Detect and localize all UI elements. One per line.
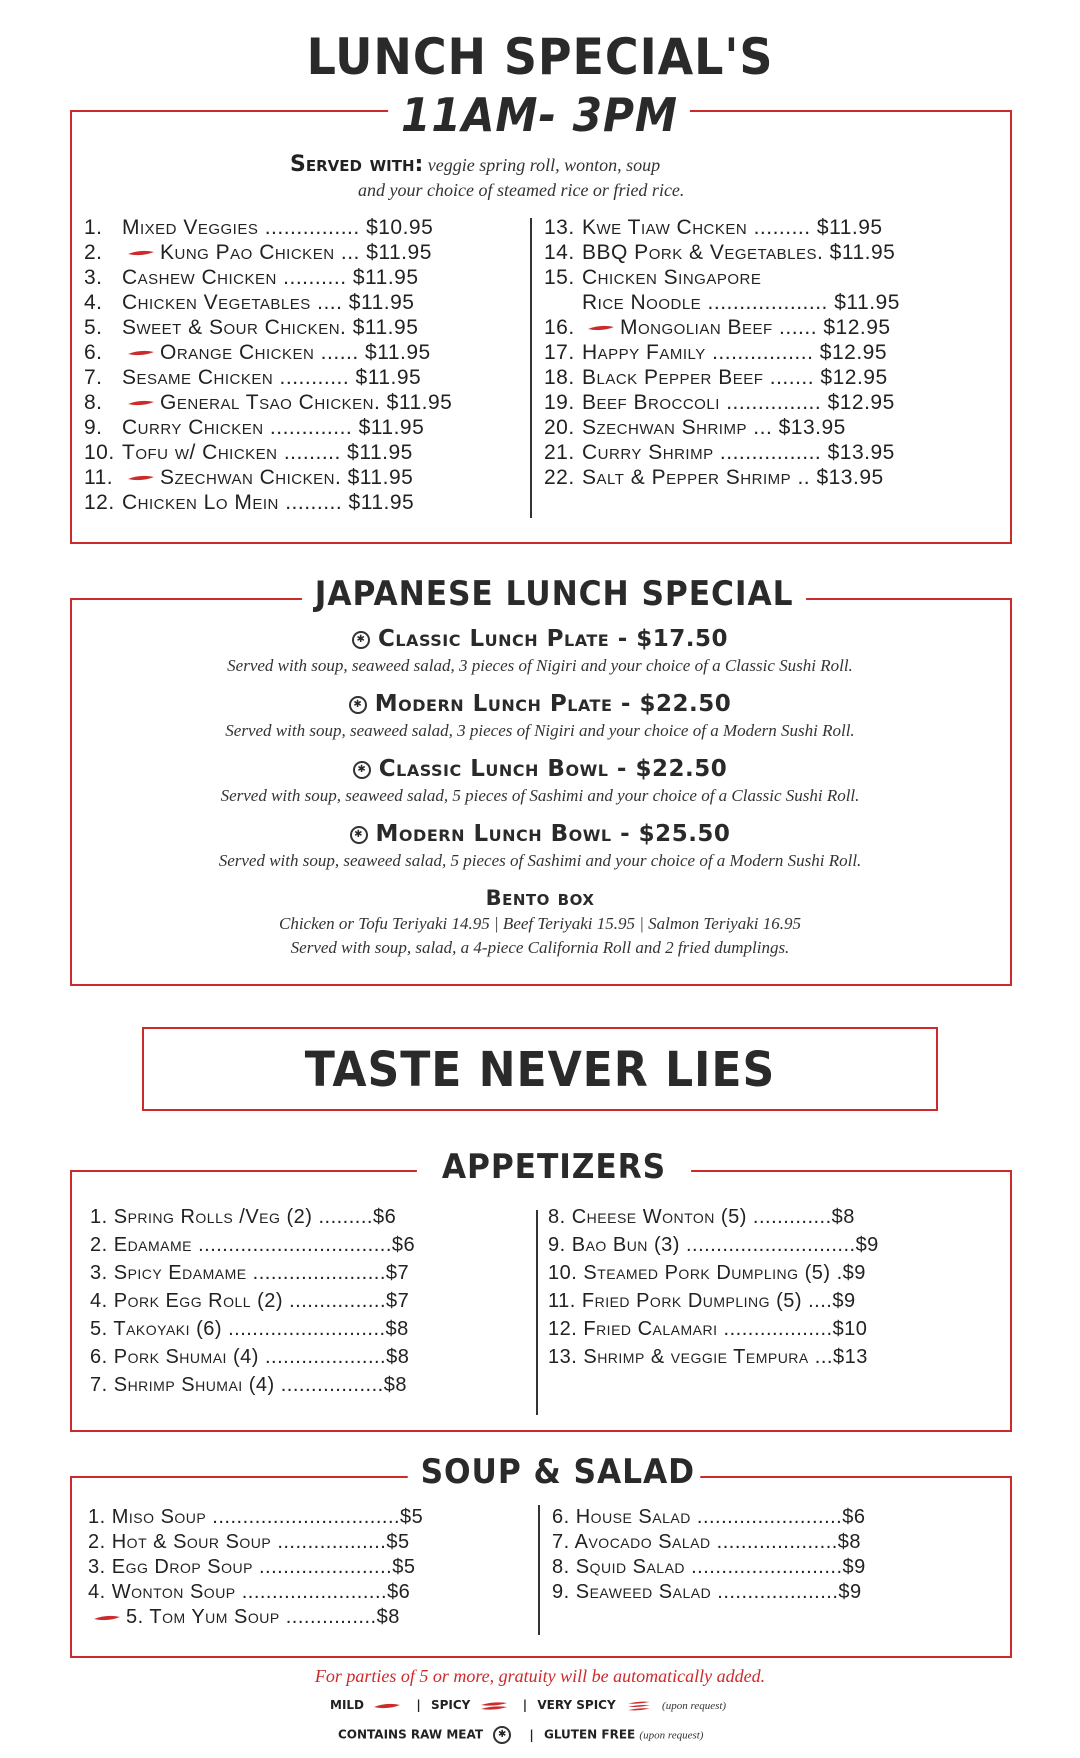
japanese-title: JAPANESE LUNCH SPECIAL bbox=[302, 574, 806, 614]
raw-meat-icon: ✱ bbox=[350, 826, 368, 844]
lunch-item-number: 9. bbox=[84, 416, 103, 439]
soup-item-text: 5. Tom Yum Soup ...............$8 bbox=[126, 1606, 400, 1628]
lunch-item-name: Salt & Pepper Shrimp .. bbox=[582, 466, 817, 489]
appetizer-item: 5. Takoyaki (6) ..........................$8 bbox=[90, 1318, 409, 1340]
bento-line1: Chicken or Tofu Teriyaki 14.95 | Beef Teriyaki 15.95 | Salmon Teriyaki 16.95 bbox=[278, 914, 801, 933]
lunch-item bbox=[84, 291, 414, 315]
legend-spicy: SPICY bbox=[430, 1698, 471, 1712]
lunch-item bbox=[84, 466, 413, 490]
lunch-item-number: 18. bbox=[544, 366, 575, 389]
raw-meat-icon: ✱ bbox=[493, 1726, 511, 1744]
lunch-item-name: Happy Family ................ bbox=[582, 341, 820, 364]
very-spicy-pepper-icon bbox=[624, 1701, 654, 1711]
lunch-item bbox=[544, 216, 883, 240]
lunch-item-number: 15. bbox=[544, 266, 575, 289]
soup-item-text: 2. Hot & Sour Soup ..................$5 bbox=[88, 1531, 410, 1553]
japanese-plate-name: Classic Lunch Plate - $17.50 bbox=[377, 626, 729, 652]
japanese-plate-title bbox=[0, 691, 1080, 717]
lunch-item bbox=[544, 416, 846, 440]
japanese-plate-title bbox=[0, 626, 1080, 652]
appetizer-item: 2. Edamame ................................$6 bbox=[90, 1234, 416, 1256]
raw-meat-icon: ✱ bbox=[349, 696, 367, 714]
lunch-item-name: Rice Noodle ................... bbox=[582, 291, 835, 314]
lunch-item-number: 16. bbox=[544, 316, 575, 339]
japanese-plate-name: Modern Lunch Bowl - $25.50 bbox=[375, 821, 731, 847]
lunch-item-price: $11.95 bbox=[348, 491, 415, 514]
lunch-item bbox=[544, 241, 895, 265]
lunch-item-name: Curry Chicken ............. bbox=[122, 416, 359, 439]
appetizer-item: 9. Bao Bun (3) ............................$9 bbox=[548, 1234, 879, 1256]
japanese-plate-name: Classic Lunch Bowl - $22.50 bbox=[378, 756, 728, 782]
lunch-item-name: Sweet & Sour Chicken. bbox=[122, 316, 353, 339]
legend-gluten-free: GLUTEN FREE bbox=[543, 1727, 636, 1742]
lunch-item-number: 12. bbox=[84, 491, 115, 514]
appetizers-title: APPETIZERS bbox=[417, 1147, 691, 1187]
lunch-item-number: 19. bbox=[544, 391, 575, 414]
japanese-plate-title bbox=[0, 756, 1080, 782]
lunch-item-price: $10.95 bbox=[366, 216, 434, 239]
lunch-item-price: $13.95 bbox=[778, 416, 846, 439]
lunch-item-name: Cashew Chicken .......... bbox=[122, 266, 353, 289]
lunch-item-number: 3. bbox=[84, 266, 103, 289]
lunch-item-number: 2. bbox=[84, 241, 103, 264]
spicy-pepper-icon bbox=[126, 248, 156, 258]
lunch-item-price: $11.95 bbox=[816, 216, 883, 239]
lunch-item-name: Szechwan Chicken. bbox=[160, 466, 348, 489]
japanese-plate-title bbox=[0, 821, 1080, 847]
lunch-item-name: Chicken Lo Mein ......... bbox=[122, 491, 349, 514]
lunch-item-name: Kwe Tiaw Chcken ......... bbox=[582, 216, 817, 239]
lunch-item-number: 4. bbox=[84, 291, 103, 314]
lunch-item-name: Sesame Chicken ........... bbox=[122, 366, 356, 389]
lunch-item bbox=[544, 441, 895, 465]
raw-meat-icon: ✱ bbox=[353, 761, 371, 779]
lunch-item bbox=[544, 341, 887, 365]
appetizer-item: 3. Spicy Edamame ......................$7 bbox=[90, 1262, 410, 1284]
lunch-item bbox=[544, 316, 891, 340]
lunch-item-price: $12.95 bbox=[820, 366, 888, 389]
lunch-item-number: 14. bbox=[544, 241, 575, 264]
lunch-item-name: Szechwan Shrimp ... bbox=[582, 416, 779, 439]
appetizer-item: 7. Shrimp Shumai (4) .................$8 bbox=[90, 1374, 407, 1396]
spicy-pepper-icon bbox=[126, 473, 156, 483]
appetizer-item: 11. Fried Pork Dumpling (5) ....$9 bbox=[548, 1290, 856, 1312]
lunch-item-price: $12.95 bbox=[827, 391, 895, 414]
lunch-item-price: $13.95 bbox=[827, 441, 895, 464]
soup-item-text: 4. Wonton Soup ........................$6 bbox=[88, 1581, 411, 1603]
spicy-pepper-icon bbox=[586, 323, 616, 333]
spicy-pepper-icon bbox=[126, 348, 156, 358]
bento-line2: Served with soup, salad, a 4-piece California Roll and 2 fried dumplings. bbox=[290, 938, 790, 957]
lunch-item-name: Beef Broccoli ............... bbox=[582, 391, 828, 414]
lunch-item-price: $11.95 bbox=[834, 291, 900, 314]
lunch-item-number: 5. bbox=[84, 316, 103, 339]
lunch-item-name: Orange Chicken ...... bbox=[160, 341, 366, 364]
legend-row-2: CONTAINS RAW MEAT ✱ | GLUTEN FREE (upon request) bbox=[338, 1726, 703, 1744]
lunch-item bbox=[544, 466, 884, 490]
lunch-item bbox=[544, 391, 895, 415]
lunch-item-price: $13.95 bbox=[816, 466, 884, 489]
japanese-plate-desc: Served with soup, seaweed salad, 3 pieces of Nigiri and your choice of a Modern Sushi Roll. bbox=[225, 721, 855, 740]
lunch-item-number: 10. bbox=[84, 441, 115, 464]
soup-item bbox=[88, 1531, 410, 1554]
upon-request-2: (upon request) bbox=[639, 1729, 704, 1742]
appetizer-item: 10. Steamed Pork Dumpling (5) .$9 bbox=[548, 1262, 866, 1284]
spicy-pepper-icon bbox=[479, 1701, 509, 1711]
lunch-item-number: 22. bbox=[544, 466, 575, 489]
lunch-item bbox=[84, 491, 414, 515]
lunch-item-name: Black Pepper Beef ....... bbox=[582, 366, 821, 389]
lunch-item-number: 8. bbox=[84, 391, 103, 414]
japanese-plate-desc: Served with soup, seaweed salad, 5 pieces of Sashimi and your choice of a Classic Sushi Roll. bbox=[220, 786, 860, 805]
salad-item: 7. Avocado Salad ....................$8 bbox=[552, 1531, 862, 1553]
appetizer-item: 8. Cheese Wonton (5) .............$8 bbox=[548, 1206, 855, 1228]
lunch-item bbox=[544, 266, 761, 290]
lunch-item bbox=[544, 366, 888, 390]
lunch-item bbox=[84, 391, 452, 415]
appetizer-item: 1. Spring Rolls /Veg (2) .........$6 bbox=[90, 1206, 397, 1228]
legend-very-spicy: VERY SPICY bbox=[537, 1698, 616, 1712]
lunch-item-price: $11.95 bbox=[347, 441, 413, 464]
bento-title: Bento box bbox=[485, 886, 595, 910]
legend-mild: MILD bbox=[330, 1698, 365, 1712]
lunch-item-price: $11.95 bbox=[348, 291, 415, 314]
lunch-item bbox=[84, 441, 413, 465]
mild-pepper-icon bbox=[372, 1701, 402, 1711]
lunch-item-number: 13. bbox=[544, 216, 575, 239]
japanese-plate-name: Modern Lunch Plate - $22.50 bbox=[374, 691, 732, 717]
legend-raw-meat: CONTAINS RAW MEAT bbox=[338, 1727, 484, 1742]
soup-item-text: 3. Egg Drop Soup ......................$5 bbox=[88, 1556, 416, 1578]
japanese-plate-desc: Served with soup, seaweed salad, 3 pieces of Nigiri and your choice of a Classic Sushi Roll. bbox=[227, 656, 853, 675]
raw-meat-icon: ✱ bbox=[352, 631, 370, 649]
lunch-item bbox=[84, 216, 433, 240]
soup-item bbox=[88, 1506, 423, 1529]
lunch-item bbox=[84, 266, 419, 290]
slogan: TASTE NEVER LIES bbox=[304, 1042, 776, 1098]
lunch-item-number: 17. bbox=[544, 341, 575, 364]
lunch-item-name: Chicken Singapore bbox=[582, 266, 762, 289]
lunch-hours: 11AM- 3PM bbox=[388, 88, 690, 142]
lunch-item bbox=[84, 416, 424, 440]
lunch-item-price: $12.95 bbox=[819, 341, 888, 364]
menu-title: LUNCH SPECIAL'S bbox=[306, 28, 774, 86]
lunch-item-name: General Tsao Chicken. bbox=[160, 391, 387, 414]
appetizers-divider bbox=[536, 1210, 538, 1415]
lunch-item bbox=[84, 366, 421, 390]
lunch-item-name: Tofu w/ Chicken ......... bbox=[122, 441, 348, 464]
legend-row-1: MILD | SPICY | VERY SPICY (upon request) bbox=[330, 1698, 727, 1712]
lunch-item-number: 7. bbox=[84, 366, 103, 389]
lunch-item-price: $11.95 bbox=[355, 366, 422, 389]
soup-divider bbox=[538, 1505, 540, 1635]
lunch-item-price: $11.95 bbox=[347, 466, 414, 489]
spicy-pepper-icon bbox=[92, 1613, 122, 1623]
soup-item-text: 1. Miso Soup ...............................$5 bbox=[88, 1506, 424, 1528]
lunch-item-name: Mongolian Beef ...... bbox=[620, 316, 824, 339]
lunch-item-number: 6. bbox=[84, 341, 103, 364]
lunch-divider bbox=[530, 218, 532, 518]
lunch-item-name: Kung Pao Chicken ... bbox=[160, 241, 367, 264]
appetizer-item: 4. Pork Egg Roll (2) ................$7 bbox=[90, 1290, 410, 1312]
japanese-plate-desc: Served with soup, seaweed salad, 5 pieces of Sashimi and your choice of a Modern Sushi Roll. bbox=[218, 851, 862, 870]
appetizer-item: 12. Fried Calamari ..................$10 bbox=[548, 1318, 868, 1340]
soup-item bbox=[88, 1606, 400, 1629]
lunch-item-price: $11.95 bbox=[829, 241, 896, 264]
served-with-text2: and your choice of steamed rice or fried rice. bbox=[358, 180, 685, 200]
spicy-pepper-icon bbox=[126, 398, 156, 408]
served-with-label: Served with: bbox=[290, 152, 424, 177]
lunch-item-number: 20. bbox=[544, 416, 575, 439]
salad-item: 9. Seaweed Salad ....................$9 bbox=[552, 1581, 862, 1603]
lunch-item-name: Mixed Veggies ............... bbox=[122, 216, 367, 239]
lunch-item-name: BBQ Pork & Vegetables. bbox=[582, 241, 830, 264]
gratuity-note: For parties of 5 or more, gratuity will be automatically added. bbox=[314, 1666, 766, 1686]
soup-item bbox=[88, 1556, 415, 1579]
soup-salad-title: SOUP & SALAD bbox=[408, 1452, 701, 1492]
lunch-item-price: $11.95 bbox=[358, 416, 425, 439]
lunch-item-number: 21. bbox=[544, 441, 575, 464]
lunch-item-price: $11.95 bbox=[352, 316, 419, 339]
soup-item bbox=[88, 1581, 410, 1604]
lunch-item bbox=[544, 291, 900, 315]
lunch-item-price: $11.95 bbox=[386, 391, 453, 414]
lunch-item-price: $12.95 bbox=[823, 316, 891, 339]
lunch-item-price: $11.95 bbox=[352, 266, 419, 289]
lunch-item-name: Curry Shrimp ................ bbox=[582, 441, 828, 464]
lunch-item bbox=[84, 341, 431, 365]
served-with-text1: veggie spring roll, wonton, soup bbox=[427, 155, 661, 175]
appetizer-item: 6. Pork Shumai (4) ....................$8 bbox=[90, 1346, 410, 1368]
lunch-item-price: $11.95 bbox=[366, 241, 432, 264]
lunch-item-name: Chicken Vegetables .... bbox=[122, 291, 349, 314]
lunch-item-number: 1. bbox=[84, 216, 103, 239]
lunch-item-price: $11.95 bbox=[365, 341, 431, 364]
upon-request-1: (upon request) bbox=[662, 1700, 727, 1712]
salad-item: 8. Squid Salad .........................$9 bbox=[552, 1556, 866, 1578]
lunch-item-number: 11. bbox=[84, 466, 114, 489]
appetizer-item: 13. Shrimp & veggie Tempura ...$13 bbox=[548, 1346, 868, 1368]
served-with bbox=[290, 152, 810, 177]
lunch-item bbox=[84, 241, 432, 265]
lunch-item bbox=[84, 316, 418, 340]
salad-item: 6. House Salad ........................$6 bbox=[552, 1506, 866, 1528]
